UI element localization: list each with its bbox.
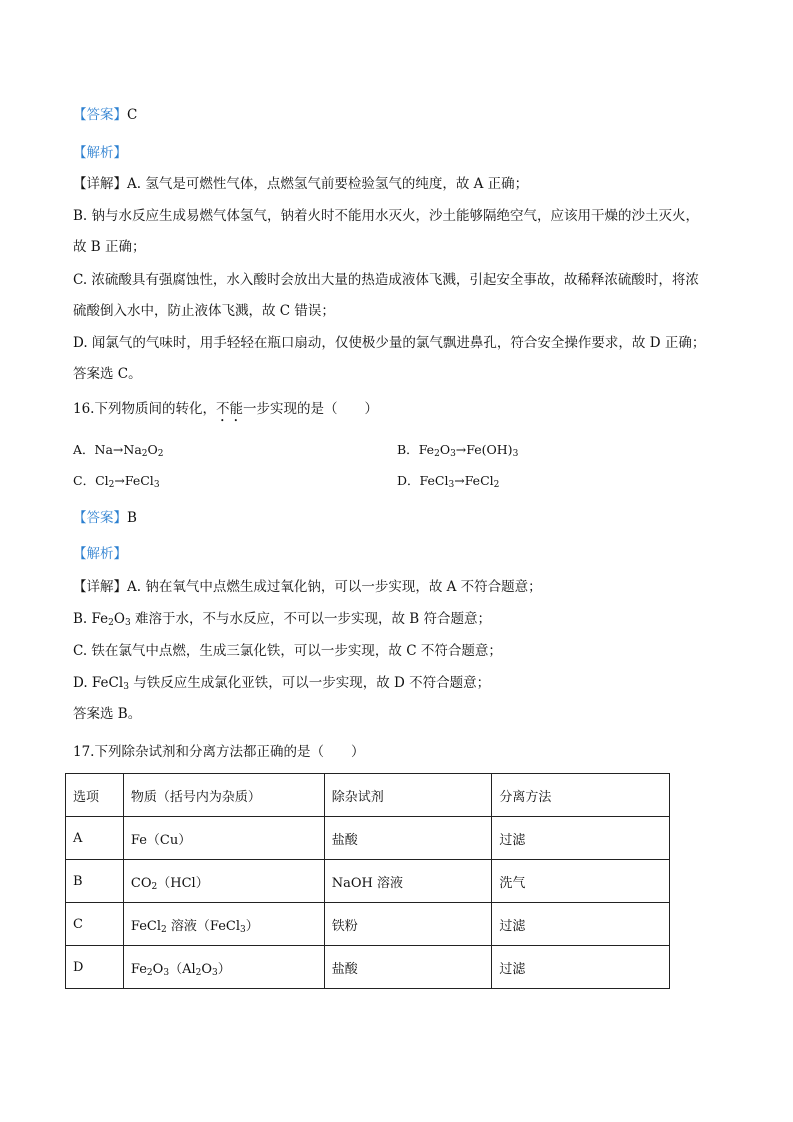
table-cell-reagent: 铁粉 xyxy=(324,903,492,946)
table-cell-reagent: NaOH 溶液 xyxy=(324,860,492,903)
q16-option-c: C．$Cl_2\to FeCl_3$ xyxy=(73,473,160,490)
table-row xyxy=(66,903,670,946)
q17-stem: 17.下列除杂试剂和分离方法都正确的是（ ） xyxy=(73,744,365,760)
table-header-cell: 选项 xyxy=(66,774,124,817)
table-row xyxy=(66,860,670,903)
q16-answer: B xyxy=(127,510,137,526)
q15-analysis-line: 【解析】 xyxy=(73,145,127,161)
table-cell-reagent: 盐酸 xyxy=(324,946,492,989)
q16-conclusion: 答案选 B。 xyxy=(73,706,142,722)
q16-option-a: A．$Na\to Na_2O_2$ xyxy=(73,442,164,459)
table-cell-method: 过滤 xyxy=(492,903,670,946)
q15-answer-tag: 【答案】 xyxy=(73,107,127,123)
q15-conclusion: 答案选 C。 xyxy=(73,366,142,382)
q16-analysis-line: 【解析】 xyxy=(73,546,127,562)
q16-stem: 16.下列物质间的转化，不能一步实现的是（ ） xyxy=(73,401,378,417)
table-cell-method: 过滤 xyxy=(492,946,670,989)
q15-line-c: C. 浓硫酸具有强腐蚀性，水入酸时会放出大量的热造成液体飞溅，引起安全事故，故稀释浓硫酸时，将浓 xyxy=(73,272,699,288)
table-cell-option: B xyxy=(66,860,124,903)
q15-detail-line-a xyxy=(73,174,528,194)
table-row xyxy=(66,817,670,860)
q15-answer-line xyxy=(73,105,137,125)
table-cell-option: A xyxy=(66,817,124,860)
table-header-cell: 除杂试剂 xyxy=(324,774,492,817)
q16-answer-line xyxy=(73,508,137,528)
table-cell-substance: FeCl$_2$ 溶液（FeCl$_3$） xyxy=(123,903,324,946)
table-cell-substance: Fe（Cu） xyxy=(123,817,324,860)
table-row xyxy=(66,946,670,989)
table-cell-substance: $Fe_2O_3(Al_2O_3)$ xyxy=(123,946,324,989)
q16-detail-line-a: 【详解】A. 钠在氧气中点燃生成过氧化钠，可以一步实现，故 A 不符合题意； xyxy=(73,579,542,595)
q16-stem-emphasis: 不能 xyxy=(215,401,243,417)
q16-answer-tag: 【答案】 xyxy=(73,510,127,526)
table-cell-reagent: 盐酸 xyxy=(324,817,492,860)
q15-line-c2: 硫酸倒入水中，防止液体飞溅，故 C 错误； xyxy=(73,303,335,319)
table-cell-option: D xyxy=(66,946,124,989)
q15-detail-tag: 【详解】 xyxy=(73,176,127,192)
table-header-cell: 分离方法 xyxy=(492,774,670,817)
q16-line-b: B. $Fe_2O_3$ 难溶于水，不与水反应，不可以一步实现，故 B 符合题意； xyxy=(73,611,491,628)
q16-option-d: D．FeCl$_3$→FeCl$_2$ xyxy=(397,473,500,490)
q16-line-d: D. FeCl$_3$ 与铁反应生成氯化亚铁，可以一步实现，故 D 不符合题意； xyxy=(73,675,491,692)
q15-answer: C xyxy=(127,107,138,123)
table-cell-method: 洗气 xyxy=(492,860,670,903)
q17-table xyxy=(65,773,670,989)
table-cell-method: 过滤 xyxy=(492,817,670,860)
q15-line-d: D. 闻氯气的气味时，用手轻轻在瓶口扇动，仅使极少量的氯气飘进鼻孔，符合安全操作要求，故 D 正确； xyxy=(73,335,706,351)
q16-option-b: B．$Fe_2O_3\to Fe(OH)_3$ xyxy=(397,442,519,459)
table-cell-option: C xyxy=(66,903,124,946)
q16-analysis-tag: 解析 xyxy=(86,546,114,562)
table-header-row xyxy=(66,774,670,817)
table-header-cell: 物质（括号内为杂质） xyxy=(123,774,324,817)
q16-line-c: C. 铁在氯气中点燃，生成三氯化铁，可以一步实现，故 C 不符合题意； xyxy=(73,643,502,659)
q15-line-b: B. 钠与水反应生成易燃气体氢气，钠着火时不能用水灭火，沙土能够隔绝空气，应该用干燥的沙土灭火， xyxy=(73,208,700,224)
q16-detail-tag: 【详解】 xyxy=(73,579,127,595)
table-cell-substance: $CO_2(HCl)$ xyxy=(123,860,324,903)
q15-line-b2: 故 B 正确； xyxy=(73,239,146,255)
q15-analysis-tag: 解析 xyxy=(86,145,114,161)
q15-line-a: A. 氢气是可燃性气体，点燃氢气前要检验氢气的纯度，故 A 正确； xyxy=(127,176,529,192)
